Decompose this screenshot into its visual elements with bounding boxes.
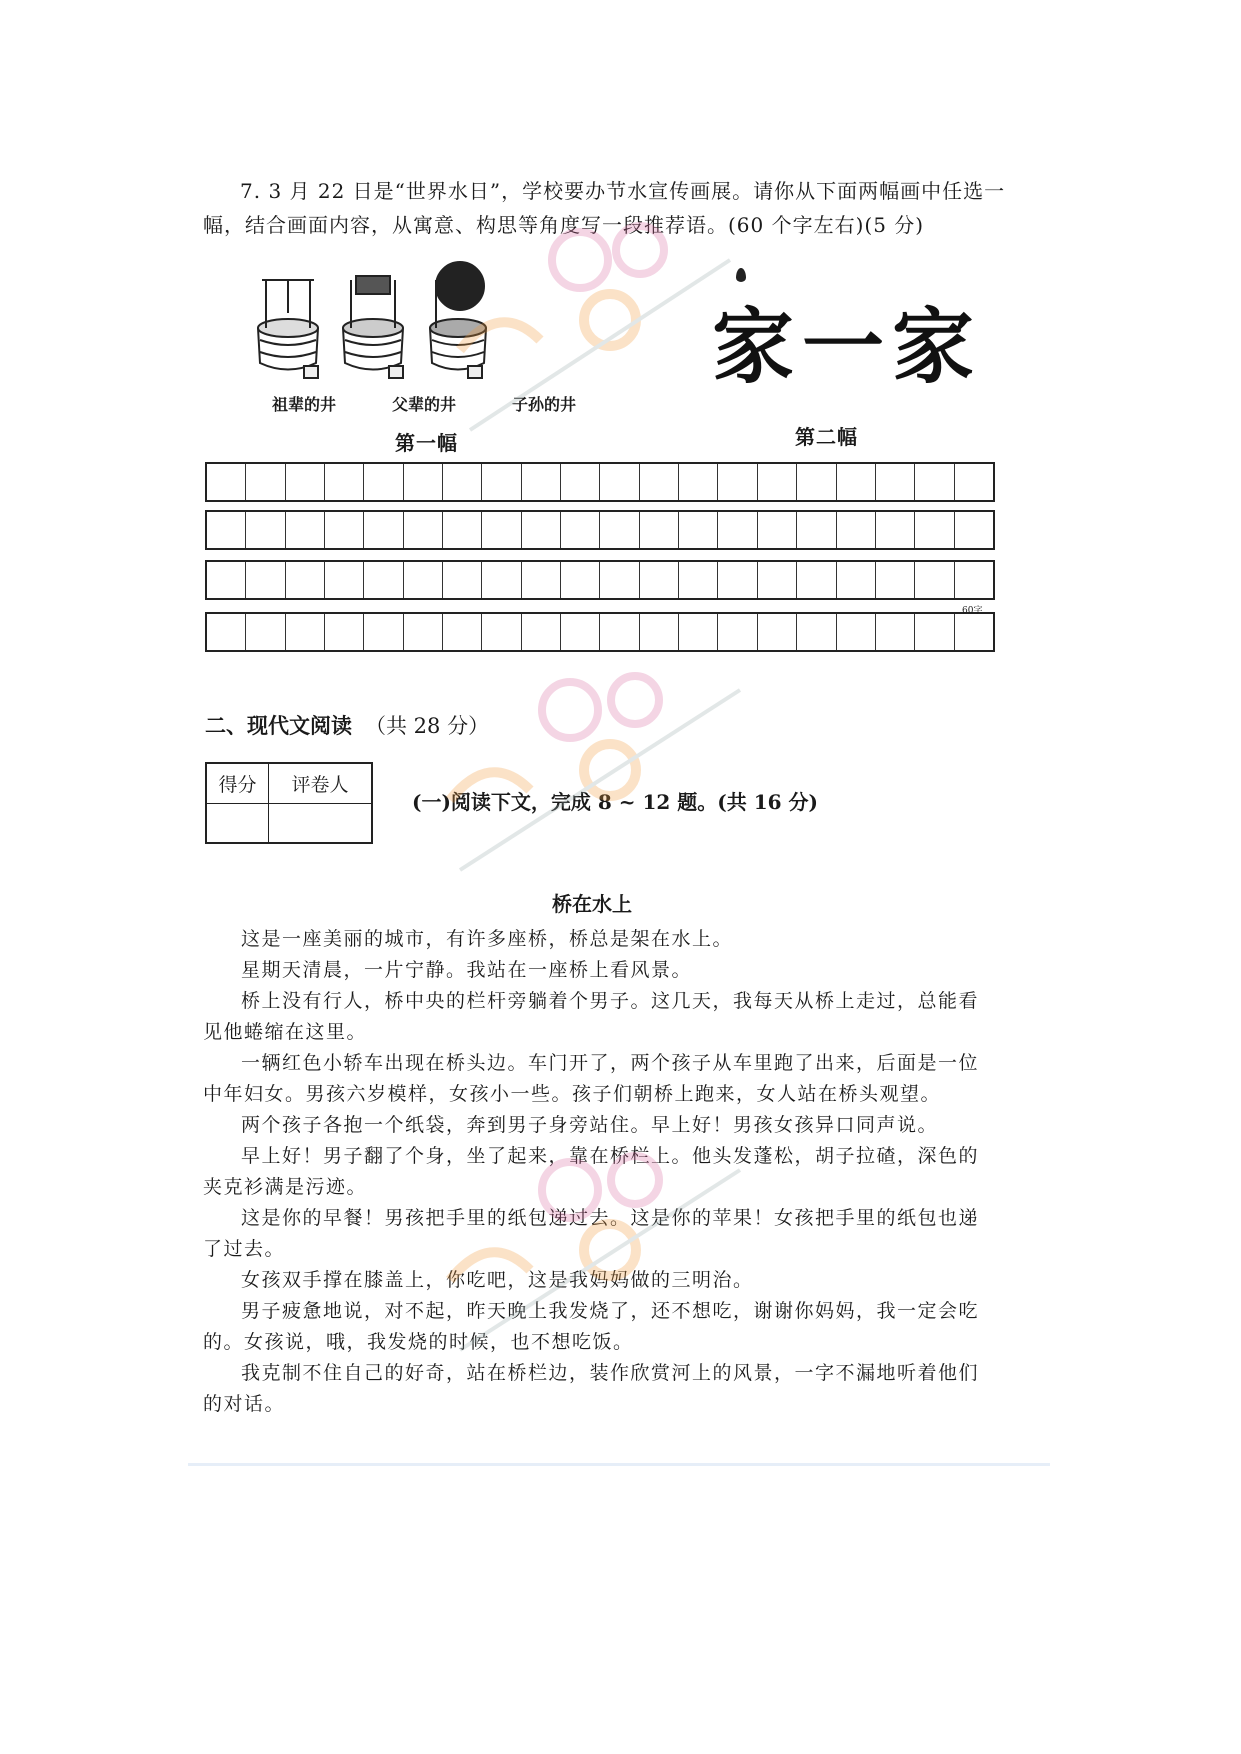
- article-paragraph: 两个孩子各抱一个纸袋，奔到男子身旁站住。早上好！男孩女孩异口同声说。: [241, 1114, 939, 1136]
- article-paragraph: 桥上没有行人，桥中央的栏杆旁躺着个男子。这几天，我每天从桥上走过，总能看见他蜷缩在这里。: [203, 990, 980, 1043]
- part-1-instruction: (一)阅读下文，完成 8 ~ 12 题。(共 16 分): [412, 790, 818, 814]
- wells-drawing: [248, 258, 488, 408]
- well-label-2: 父辈的井: [392, 395, 457, 414]
- caption-picture-2: 第二幅: [795, 425, 858, 449]
- grid-count-mark: 60字: [962, 606, 983, 616]
- article-paragraph: 这是一座美丽的城市，有许多座桥，桥总是架在水上。: [241, 928, 734, 950]
- grid-row-2[interactable]: [205, 510, 995, 550]
- article-paragraph: 早上好！男子翻了个身，坐了起来，靠在桥栏上。他头发蓬松，胡子拉碴，深色的夹克衫满是污迹。: [203, 1145, 980, 1198]
- grader-cell[interactable]: [269, 804, 371, 842]
- article-body: [203, 924, 993, 1420]
- score-table: [205, 762, 373, 844]
- grid-row-4[interactable]: [205, 612, 995, 652]
- grid-row-1[interactable]: [205, 462, 995, 502]
- answer-grid[interactable]: [205, 462, 995, 652]
- article-paragraph: 这是你的早餐！男孩把手里的纸包递过去。这是你的苹果！女孩把手里的纸包也递了过去。: [203, 1207, 980, 1260]
- grid-row-3[interactable]: [205, 560, 995, 600]
- wells-illustration: [248, 258, 488, 408]
- well-label-1: 祖辈的井: [272, 395, 337, 414]
- caption-picture-1: 第一幅: [395, 431, 458, 455]
- score-header: 得分: [207, 764, 269, 804]
- article-paragraph: 星期天清晨，一片宁静。我站在一座桥上看风景。: [241, 959, 693, 981]
- water-drop-icon: [736, 268, 746, 282]
- article-paragraph: 女孩双手撑在膝盖上，你吃吧，这是我妈妈做的三明治。: [241, 1269, 754, 1291]
- watermark-logo-icon: [420, 650, 760, 880]
- section-2-title: 二、现代文阅读: [205, 713, 352, 738]
- grader-header: 评卷人: [269, 764, 371, 804]
- article-paragraph: 一辆红色小轿车出现在桥头边。车门开了，两个孩子从车里跑了出来，后面是一位中年妇女。男孩六岁模样，女孩小一些。孩子们朝桥上跑来，女人站在桥头观望。: [203, 1052, 980, 1105]
- question-7-line-2: 幅，结合画面内容，从寓意、构思等角度写一段推荐语。(60 个字左右)(5 分): [203, 213, 925, 237]
- well-label-3: 子孙的井: [512, 395, 577, 414]
- question-7-line-1: 7. 3 月 22 日是“世界水日”，学校要办节水宣传画展。请你从下面两幅画中任选一: [240, 179, 1006, 203]
- section-2-score: （共 28 分）: [365, 714, 490, 738]
- article-paragraph: 我克制不住自己的好奇，站在桥栏边，装作欣赏河上的风景，一字不漏地听着他们的对话。: [203, 1362, 980, 1415]
- score-cell[interactable]: [207, 804, 269, 842]
- calligraphy-jia: 家一家: [712, 299, 983, 395]
- article-title: 桥在水上: [552, 892, 632, 916]
- bottom-divider: [188, 1463, 1050, 1466]
- article-paragraph: 男子疲惫地说，对不起，昨天晚上我发烧了，还不想吃，谢谢你妈妈，我一定会吃的。女孩说，哦，我发烧的时候，也不想吃饭。: [203, 1300, 980, 1353]
